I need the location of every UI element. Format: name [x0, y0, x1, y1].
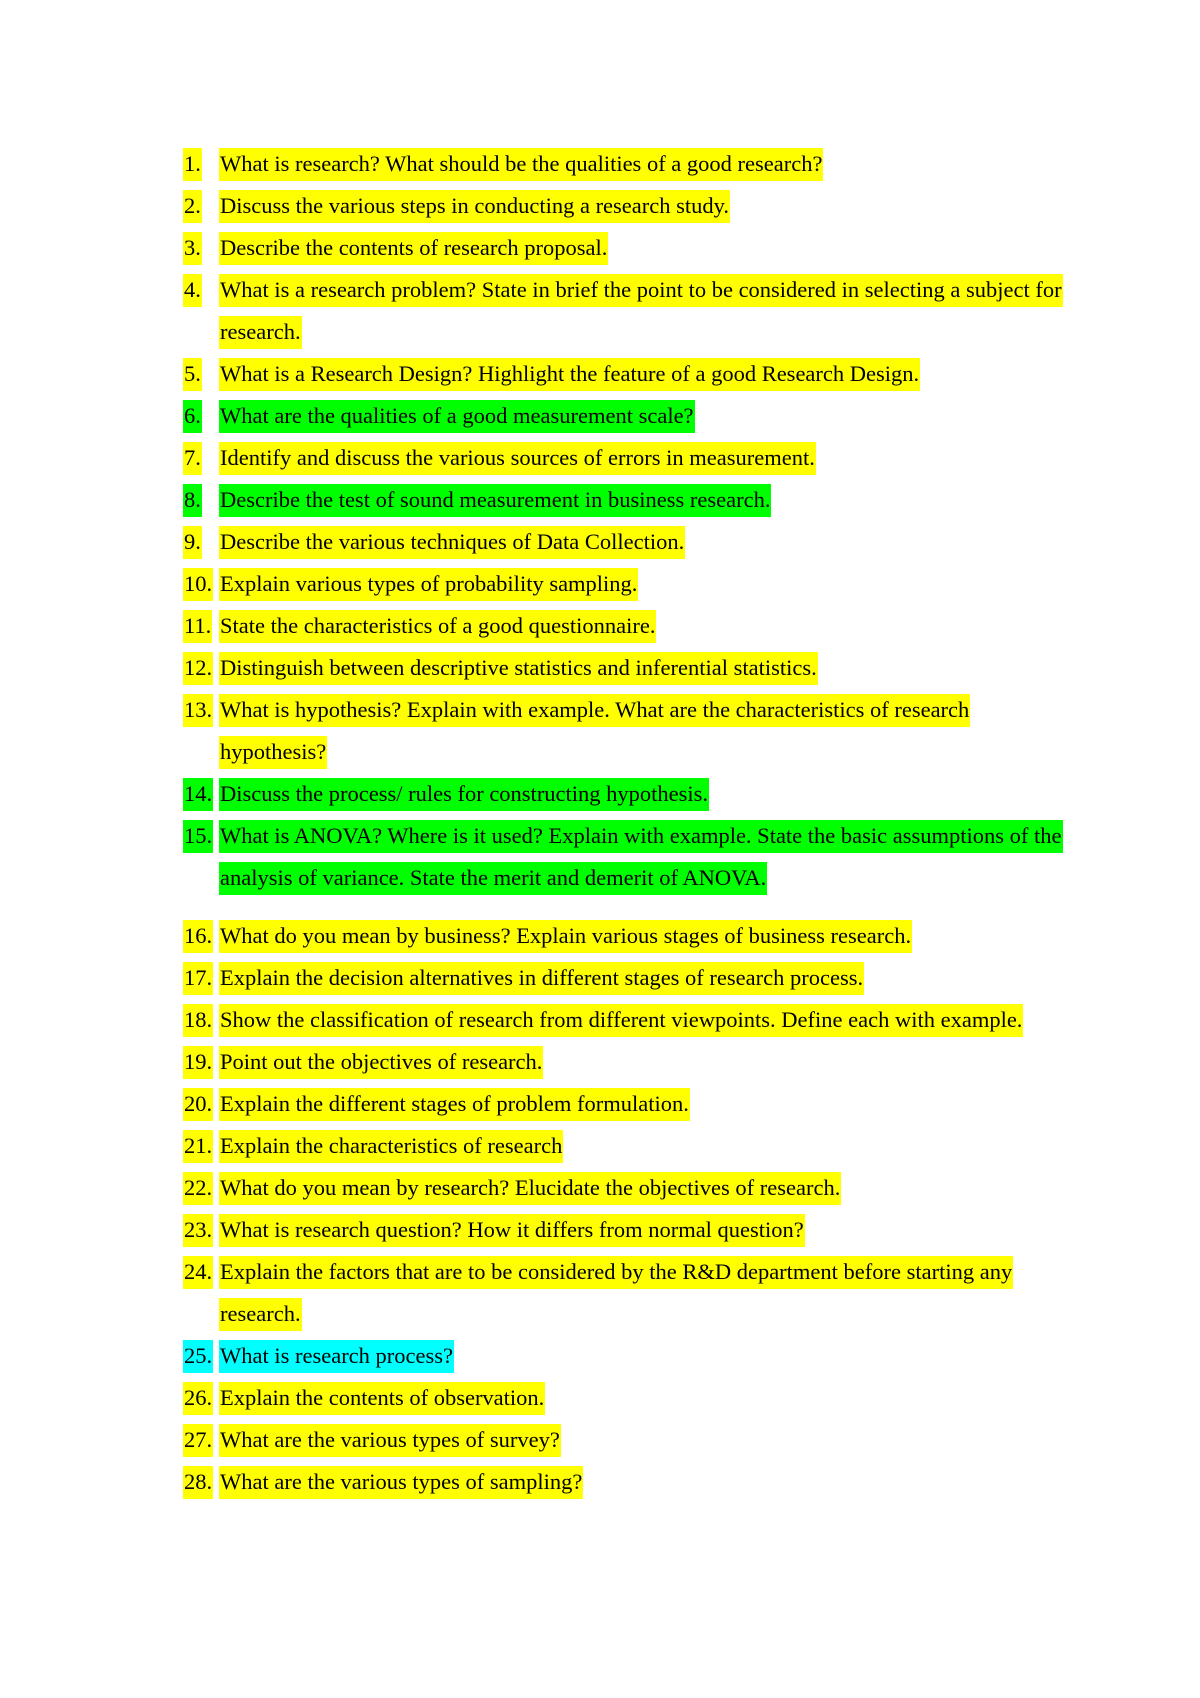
question-number — [183, 815, 219, 857]
question-number-highlight: 28. — [183, 1466, 213, 1499]
question-text — [219, 269, 1063, 353]
question-text-highlight: Describe the various techniques of Data Collection. — [219, 526, 685, 559]
question-item — [183, 1419, 1063, 1461]
question-number-highlight: 24. — [183, 1256, 213, 1289]
question-number — [183, 689, 219, 731]
question-text-highlight: What is a Research Design? Highlight the feature of a good Research Design. — [219, 358, 920, 391]
question-text-highlight: What is a research problem? State in brief the point to be considered in selecting a subject for research. — [219, 274, 1063, 349]
question-number-highlight: 1. — [183, 148, 202, 181]
question-number — [183, 1083, 219, 1125]
question-number — [183, 1377, 219, 1419]
question-item — [183, 1041, 1063, 1083]
question-text — [219, 521, 1063, 563]
question-number — [183, 521, 219, 563]
question-number-highlight: 8. — [183, 484, 202, 517]
question-number-highlight: 15. — [183, 820, 213, 853]
question-number-highlight: 11. — [183, 610, 212, 643]
question-text-highlight: Discuss the various steps in conducting a research study. — [219, 190, 730, 223]
question-item — [183, 479, 1063, 521]
question-number — [183, 605, 219, 647]
question-item — [183, 227, 1063, 269]
question-number-highlight: 19. — [183, 1046, 213, 1079]
question-item — [183, 1251, 1063, 1335]
question-text — [219, 353, 1063, 395]
question-text-highlight: What is hypothesis? Explain with example. What are the characteristics of research hypothesis? — [219, 694, 970, 769]
question-text-highlight: Explain various types of probability sampling. — [219, 568, 638, 601]
question-number-highlight: 12. — [183, 652, 213, 685]
question-item — [183, 437, 1063, 479]
question-number-highlight: 2. — [183, 190, 202, 223]
question-text — [219, 915, 1063, 957]
question-item — [183, 999, 1063, 1041]
question-text — [219, 1419, 1063, 1461]
question-number — [183, 647, 219, 689]
question-text-highlight: What are the various types of survey? — [219, 1424, 561, 1457]
question-number — [183, 143, 219, 185]
question-number — [183, 1167, 219, 1209]
question-number-highlight: 26. — [183, 1382, 213, 1415]
question-item — [183, 1167, 1063, 1209]
question-item — [183, 815, 1063, 899]
question-text — [219, 1083, 1063, 1125]
question-number-highlight: 9. — [183, 526, 202, 559]
question-item — [183, 915, 1063, 957]
question-text — [219, 395, 1063, 437]
question-text — [219, 1125, 1063, 1167]
question-number-highlight: 21. — [183, 1130, 213, 1163]
question-text-highlight: Describe the contents of research proposal. — [219, 232, 608, 265]
question-item — [183, 1335, 1063, 1377]
question-text-highlight: What is research process? — [219, 1340, 454, 1373]
question-number — [183, 227, 219, 269]
question-number-highlight: 3. — [183, 232, 202, 265]
question-item — [183, 269, 1063, 353]
question-number — [183, 1041, 219, 1083]
question-text — [219, 143, 1063, 185]
question-item — [183, 143, 1063, 185]
question-text-highlight: Identify and discuss the various sources of errors in measurement. — [219, 442, 816, 475]
question-text-highlight: What is research question? How it differs from normal question? — [219, 1214, 805, 1247]
question-number — [183, 1125, 219, 1167]
question-text-highlight: Explain the decision alternatives in different stages of research process. — [219, 962, 864, 995]
question-number — [183, 1251, 219, 1293]
question-text — [219, 1377, 1063, 1419]
question-number-highlight: 10. — [183, 568, 213, 601]
question-number — [183, 437, 219, 479]
question-number-highlight: 27. — [183, 1424, 213, 1457]
question-text — [219, 689, 1063, 773]
question-text — [219, 1167, 1063, 1209]
question-number-highlight: 17. — [183, 962, 213, 995]
question-text-highlight: Discuss the process/ rules for constructing hypothesis. — [219, 778, 709, 811]
question-text-highlight: What are the qualities of a good measurement scale? — [219, 400, 695, 433]
question-number — [183, 269, 219, 311]
question-item — [183, 563, 1063, 605]
question-number — [183, 999, 219, 1041]
question-number — [183, 1461, 219, 1503]
question-number-highlight: 20. — [183, 1088, 213, 1121]
question-text-highlight: Show the classification of research from different viewpoints. Define each with example. — [219, 1004, 1023, 1037]
question-item — [183, 185, 1063, 227]
question-text-highlight: State the characteristics of a good questionnaire. — [219, 610, 656, 643]
question-text-highlight: What are the various types of sampling? — [219, 1466, 583, 1499]
question-item — [183, 521, 1063, 563]
question-number — [183, 479, 219, 521]
question-text — [219, 1335, 1063, 1377]
question-text — [219, 647, 1063, 689]
question-item — [183, 1209, 1063, 1251]
question-item — [183, 1461, 1063, 1503]
question-number-highlight: 18. — [183, 1004, 213, 1037]
question-item — [183, 1377, 1063, 1419]
question-number — [183, 185, 219, 227]
question-text — [219, 999, 1063, 1041]
question-item — [183, 353, 1063, 395]
question-number — [183, 1209, 219, 1251]
question-item — [183, 1125, 1063, 1167]
question-number — [183, 353, 219, 395]
question-text-highlight: Explain the factors that are to be considered by the R&D department before starting any research. — [219, 1256, 1013, 1331]
question-number-highlight: 6. — [183, 400, 202, 433]
question-number-highlight: 4. — [183, 274, 202, 307]
question-number — [183, 773, 219, 815]
question-list — [183, 143, 1063, 1503]
question-text — [219, 227, 1063, 269]
question-text — [219, 773, 1063, 815]
question-item — [183, 1083, 1063, 1125]
question-number-highlight: 13. — [183, 694, 213, 727]
question-number — [183, 1335, 219, 1377]
question-text — [219, 1461, 1063, 1503]
question-text — [219, 437, 1063, 479]
question-text-highlight: What do you mean by research? Elucidate the objectives of research. — [219, 1172, 841, 1205]
question-item — [183, 395, 1063, 437]
question-text-highlight: What is research? What should be the qualities of a good research? — [219, 148, 823, 181]
question-number — [183, 563, 219, 605]
question-text-highlight: Explain the characteristics of research — [219, 1130, 563, 1163]
question-item — [183, 773, 1063, 815]
question-number-highlight: 5. — [183, 358, 202, 391]
question-text-highlight: Point out the objectives of research. — [219, 1046, 543, 1079]
question-number-highlight: 16. — [183, 920, 213, 953]
question-text — [219, 1041, 1063, 1083]
question-text-highlight: Describe the test of sound measurement in business research. — [219, 484, 771, 517]
question-item — [183, 689, 1063, 773]
question-text-highlight: What do you mean by business? Explain various stages of business research. — [219, 920, 912, 953]
question-text — [219, 957, 1063, 999]
question-text — [219, 479, 1063, 521]
question-number-highlight: 14. — [183, 778, 213, 811]
question-number-highlight: 7. — [183, 442, 202, 475]
question-text-highlight: What is ANOVA? Where is it used? Explain with example. State the basic assumptions of the analysis of variance. State the merit and demerit of ANOVA. — [219, 820, 1063, 895]
question-text — [219, 185, 1063, 227]
question-item — [183, 647, 1063, 689]
question-number — [183, 395, 219, 437]
question-item — [183, 957, 1063, 999]
question-text-highlight: Explain the different stages of problem formulation. — [219, 1088, 690, 1121]
question-text — [219, 1251, 1063, 1335]
question-number-highlight: 22. — [183, 1172, 213, 1205]
question-number — [183, 957, 219, 999]
question-text — [219, 1209, 1063, 1251]
question-number — [183, 1419, 219, 1461]
question-number-highlight: 23. — [183, 1214, 213, 1247]
question-text-highlight: Distinguish between descriptive statistics and inferential statistics. — [219, 652, 818, 685]
question-text-highlight: Explain the contents of observation. — [219, 1382, 545, 1415]
question-number — [183, 915, 219, 957]
question-text — [219, 605, 1063, 647]
question-text — [219, 815, 1063, 899]
question-text — [219, 563, 1063, 605]
question-item — [183, 605, 1063, 647]
question-number-highlight: 25. — [183, 1340, 213, 1373]
